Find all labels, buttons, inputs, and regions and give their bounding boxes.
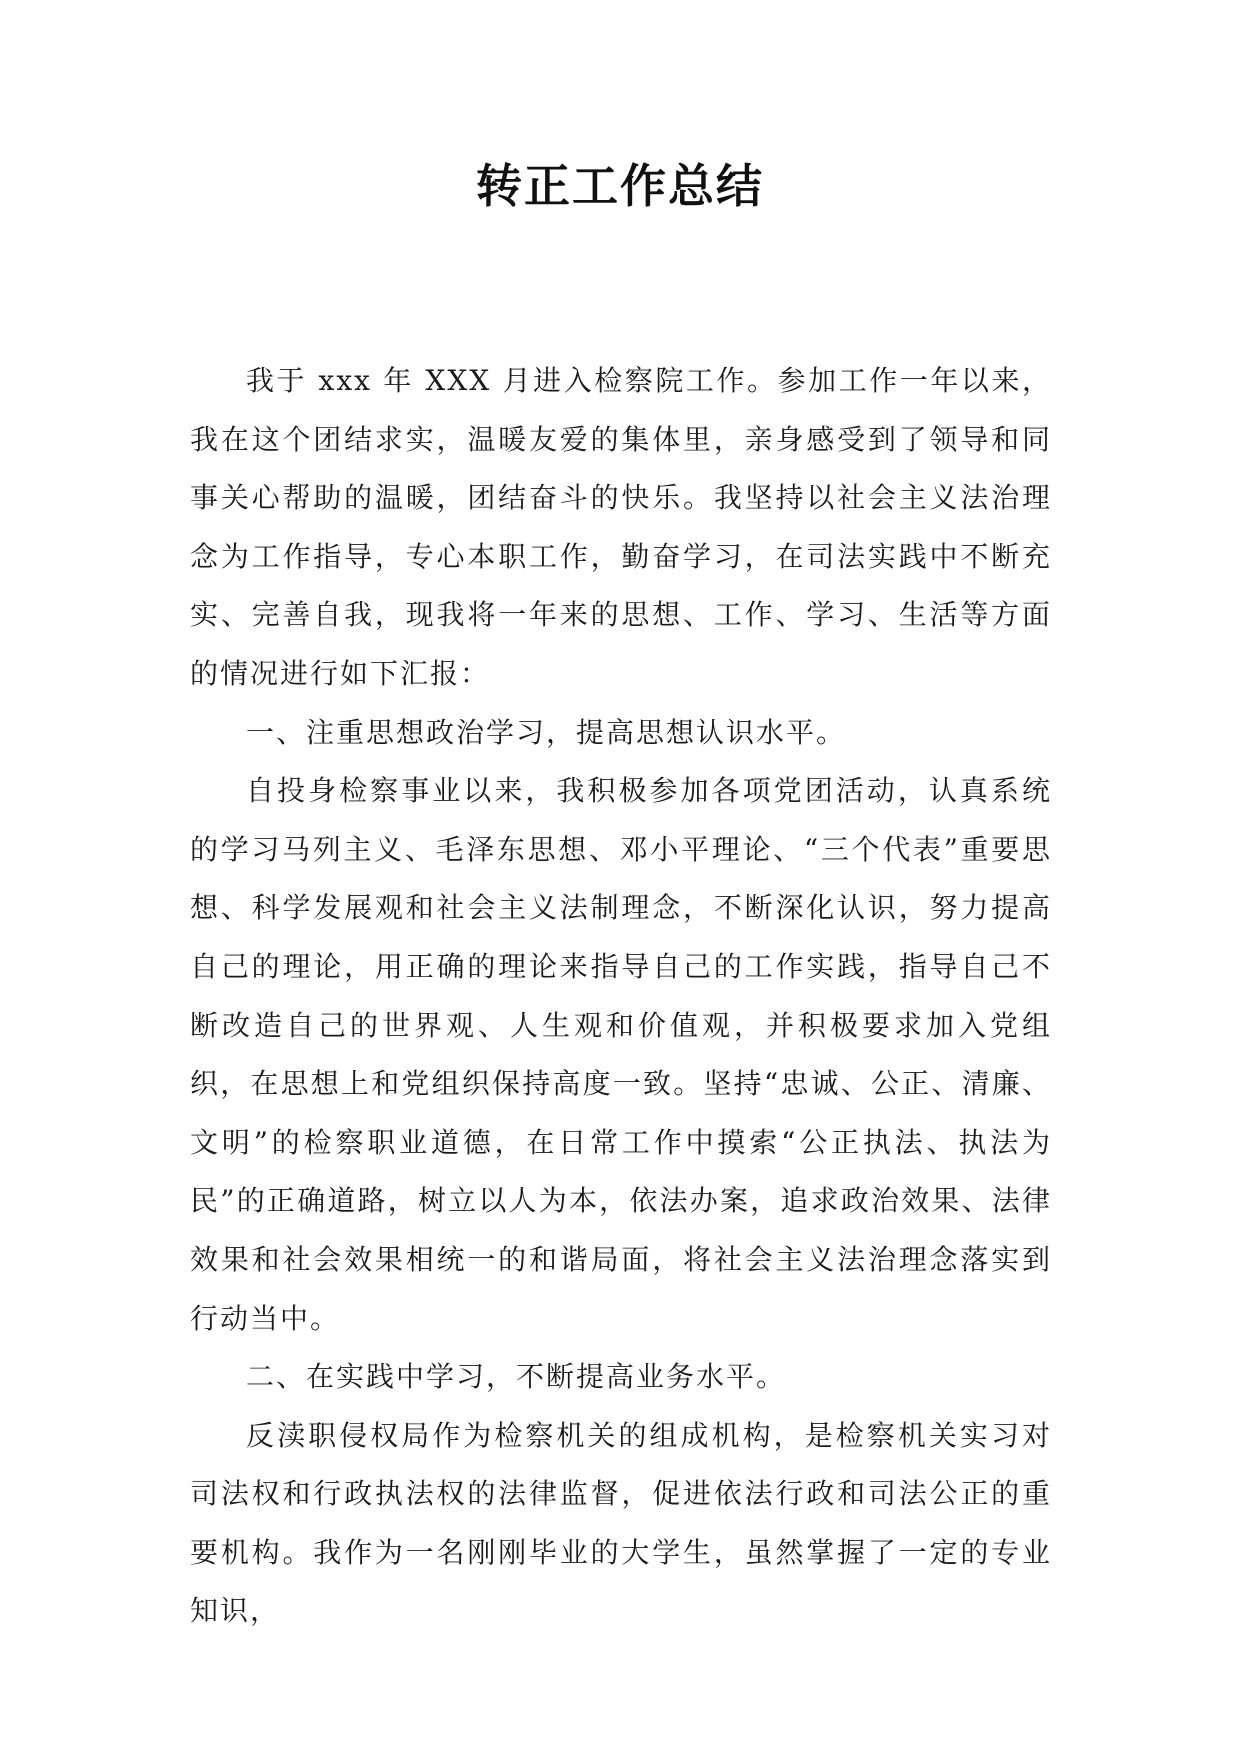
paragraph-section-2: 反渎职侵权局作为检察机关的组成机构，是检察机关实习对司法权和行政执法权的法律监督，促进依法行政和司法公正的重要机构。我作为一名刚刚毕业的大学生，虽然掌握了一定的专业知识， (190, 1418, 1052, 1628)
section-heading-1: 一、注重思想政治学习，提高思想认识水平。 (246, 715, 847, 749)
section-heading-2: 二、在实践中学习，不断提高业务水平。 (246, 1360, 787, 1394)
paragraph-intro: 我于 xxx 年 XXX 月进入检察院工作。参加工作一年以来，我在这个团结求实，温暖友爱的集体里，亲身感受到了领导和同事关心帮助的温暖，团结奋斗的快乐。我坚持以社会主义法治理念为工作指导，专心本职工作，勤奋学习，在司法实践中不断充实、完善自我，现我将一年来的思想、工作、学习、生活等方面的情况进行如下汇报： (190, 364, 1052, 690)
document-body (190, 352, 1052, 1641)
document-title: 转正工作总结 (476, 159, 764, 213)
paragraph-section-1: 自投身检察事业以来，我积极参加各项党团活动，认真系统的学习马列主义、毛泽东思想、邓小平理论、“三个代表”重要思想、科学发展观和社会主义法制理念，不断深化认识，努力提高自己的理论，用正确的理论来指导自己的工作实践，指导自己不断改造自己的世界观、人生观和价值观，并积极要求加入党组织，在思想上和党组织保持高度一致。坚持“忠诚、公正、清廉、文明”的检察职业道德，在日常工作中摸索“公正执法、执法为民”的正确道路，树立以人为本，依法办案，追求政治效果、法律效果和社会效果相统一的和谐局面，将社会主义法治理念落实到行动当中。 (190, 774, 1052, 1335)
